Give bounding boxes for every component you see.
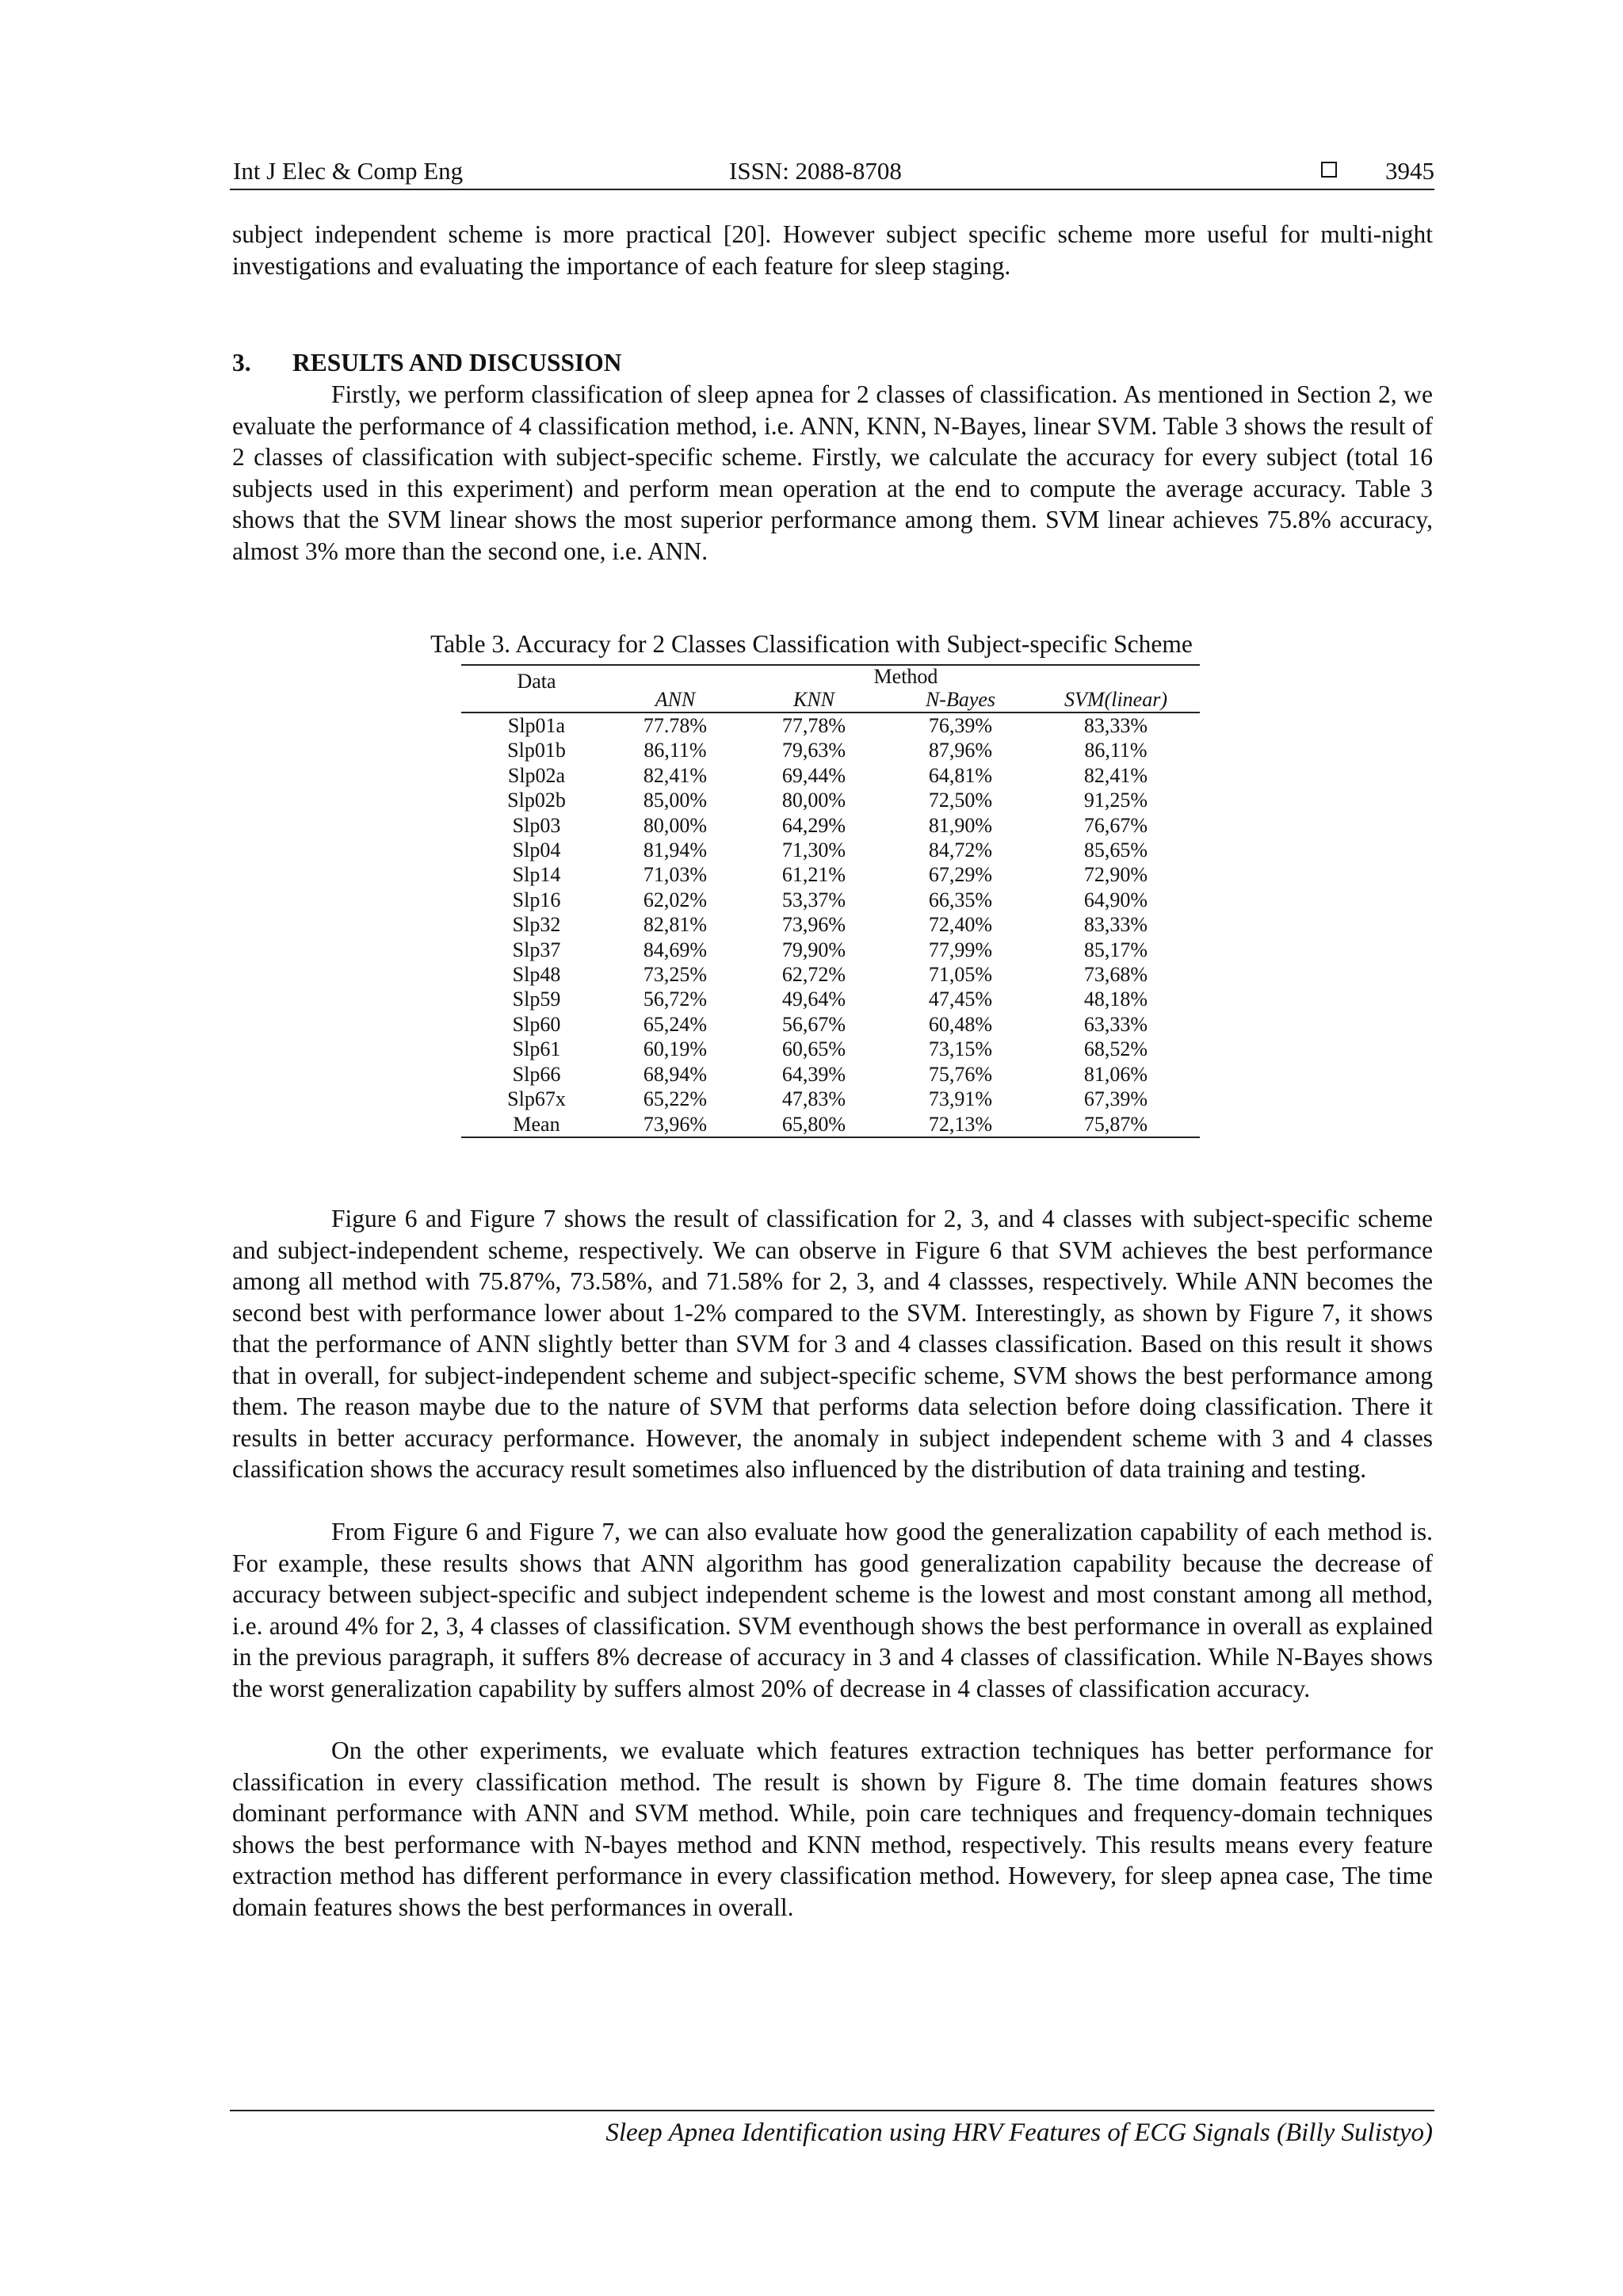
table-row	[461, 1112, 1200, 1137]
ann-value: 86,11%	[643, 739, 707, 762]
nbayes-value: 66,35%	[928, 888, 993, 911]
svm-value: 85,17%	[1083, 938, 1148, 961]
row-label: Slp61	[512, 1037, 561, 1061]
nbayes-value: 76,39%	[928, 714, 993, 737]
knn-value: 49,64%	[781, 988, 846, 1011]
row-label: Slp14	[512, 863, 561, 887]
knn-value: 77,78%	[781, 714, 846, 737]
nbayes-value: 72,40%	[928, 913, 993, 937]
nbayes-value: 71,05%	[928, 963, 993, 987]
page-footer: Sleep Apnea Identification using HRV Features of ECG Signals (Billy Sulistyo)	[605, 2118, 1433, 2147]
nbayes-value: 67,29%	[928, 863, 993, 887]
ann-value: 77.78%	[643, 714, 708, 737]
svm-value: 63,33%	[1083, 1012, 1148, 1036]
nbayes-value: 84,72%	[928, 839, 993, 862]
knn-value: 47,83%	[781, 1087, 846, 1111]
svm-value: 67,39%	[1083, 1087, 1148, 1111]
knn-value: 60,65%	[781, 1037, 846, 1061]
knn-value: 56,67%	[781, 1012, 846, 1036]
knn-value: 80,00%	[781, 789, 846, 812]
footer-divider	[230, 2110, 1434, 2111]
ann-value: 60,19%	[643, 1037, 708, 1061]
table-row	[461, 763, 1200, 788]
table-row	[461, 862, 1200, 887]
section-heading	[232, 349, 622, 377]
method-column-header: Method	[612, 665, 1200, 688]
row-label: Slp37	[512, 938, 561, 961]
row-label: Slp66	[512, 1062, 561, 1086]
table-caption: Table 3. Accuracy for 2 Classes Classification with Subject-specific Scheme	[430, 630, 1193, 658]
row-label: Slp16	[512, 888, 561, 911]
page-number: 3945	[1385, 157, 1434, 185]
knn-value: 62,72%	[781, 963, 846, 987]
section-number: 3.	[232, 349, 251, 376]
svm-value: 85,65%	[1083, 839, 1148, 862]
nbayes-value: 73,91%	[928, 1087, 993, 1111]
table-row	[461, 912, 1200, 937]
knn-value: 79,63%	[781, 739, 846, 762]
knn-value: 64,39%	[781, 1062, 846, 1086]
ann-value: 81,94%	[643, 839, 708, 862]
nbayes-value: 81,90%	[928, 813, 993, 837]
square-icon	[1321, 162, 1337, 178]
svm-value: 73,68%	[1083, 963, 1148, 987]
table-row	[461, 888, 1200, 912]
svm-value: 75,87%	[1032, 1112, 1200, 1137]
ann-value: 73,25%	[643, 963, 708, 987]
knn-value: 61,21%	[781, 863, 846, 887]
knn-value: 73,96%	[781, 913, 846, 937]
table-row	[461, 1087, 1200, 1111]
nbayes-value: 47,45%	[928, 988, 993, 1011]
accuracy-table	[461, 664, 1200, 1138]
ann-value: 65,22%	[643, 1087, 708, 1111]
row-label: Mean	[461, 1112, 612, 1137]
table-row	[461, 962, 1200, 987]
row-label: Slp01b	[507, 739, 566, 762]
table-row	[461, 1037, 1200, 1061]
paragraph-figure-comparison: Figure 6 and Figure 7 shows the result of classification for 2, 3, and 4 classes with subject-specific scheme and subject-independent scheme, respectively. We can observe in Figure 6 that SVM achieves the best performance among all method with 75.87%, 73.58%, and 71.58% for 2, 3, and 4 classses, respectively. While ANN becomes the second best with performance lower about 1-2% compared to the SVM. Interestingly, as shown by Figure 7, it shows that the performance of ANN slightly better than SVM for 3 and 4 classes classification. Based on this result it shows that in overall, for subject-independent scheme and subject-specific scheme, SVM shows the best performance among them. The reason maybe due to the nature of SVM that performs data selection before doing classification. There it results in better accuracy performance. However, the anomaly in subject independent scheme with 3 and 4 classes classification shows the accuracy result sometimes also influenced by the distribution of data training and testing.	[232, 1205, 1433, 1483]
data-column-header: Data	[461, 665, 612, 712]
issn: ISSN: 2088-8708	[729, 157, 902, 185]
svm-value: 72,90%	[1083, 863, 1148, 887]
journal-name: Int J Elec & Comp Eng	[233, 157, 464, 185]
table-row	[461, 1012, 1200, 1037]
svm-value: 83,33%	[1083, 714, 1148, 737]
table-row	[461, 738, 1200, 762]
nbayes-value: 87,96%	[928, 739, 993, 762]
row-label: Slp32	[512, 913, 561, 937]
row-label: Slp67x	[507, 1087, 566, 1111]
nbayes-value: 64,81%	[928, 763, 993, 787]
ann-value: 65,24%	[643, 1012, 708, 1036]
nbayes-value: 77,99%	[928, 938, 993, 961]
ann-value: 73,96%	[612, 1112, 739, 1137]
table-row	[461, 938, 1200, 962]
row-label: Slp02b	[507, 789, 566, 812]
row-label: Slp02a	[507, 763, 566, 787]
svm-value: 86,11%	[1084, 739, 1148, 762]
knn-column-header: KNN	[739, 688, 889, 712]
svm-value: 82,41%	[1083, 763, 1148, 787]
paragraph-feature-extraction: On the other experiments, we evaluate which features extraction techniques has better performance for classification in every classification method. The result is shown by Figure 8. The time domain features shows dominant performance with ANN and SVM method. While, poin care techniques and frequency-domain techniques shows the best performance with N-bayes method and KNN method, respectively. This results means every feature extraction method has different performance in every classification method. Howevery, for sleep apnea case, The time domain features shows the best performances in overall.	[232, 1736, 1433, 1921]
paragraph-generalization: From Figure 6 and Figure 7, we can also evaluate how good the generalization capability of each method is. For example, these results shows that ANN algorithm has good generalization capability because the decrease of accuracy between subject-specific and subject independent scheme is the lowest and most constant among all method, i.e. around 4% for 2, 3, 4 classes of classification. SVM eventhough shows the best performance in overall as explained in the previous paragraph, it suffers 8% decrease of accuracy in 3 and 4 classes of classification. While N-Bayes shows the worst generalization capability by suffers almost 20% of decrease in 4 classes of classification accuracy.	[232, 1518, 1433, 1702]
nbayes-value: 73,15%	[928, 1037, 993, 1061]
svm-column-header: SVM(linear)	[1032, 688, 1200, 712]
row-label: Slp03	[512, 813, 561, 837]
table-row	[461, 987, 1200, 1011]
ann-value: 80,00%	[643, 813, 708, 837]
ann-column-header: ANN	[612, 688, 739, 712]
knn-value: 69,44%	[781, 763, 846, 787]
row-label: Slp59	[512, 988, 561, 1011]
knn-value: 71,30%	[781, 839, 846, 862]
knn-value: 53,37%	[781, 888, 846, 911]
table-row	[461, 1062, 1200, 1087]
nbayes-value: 75,76%	[928, 1062, 993, 1086]
svm-value: 68,52%	[1083, 1037, 1148, 1061]
ann-value: 84,69%	[643, 938, 708, 961]
table-header-row	[461, 665, 1200, 688]
knn-value: 79,90%	[781, 938, 846, 961]
page-header	[230, 152, 1434, 190]
table-row	[461, 813, 1200, 838]
paragraph-results-intro: Firstly, we perform classification of sleep apnea for 2 classes of classification. As mentioned in Section 2, we evaluate the performance of 4 classification method, i.e. ANN, KNN, N-Bayes, linear SVM. Table 3 shows the result of 2 classes of classification with subject-specific scheme. Firstly, we calculate the accuracy for every subject (total 16 subjects used in this experiment) and perform mean operation at the end to compute the average accuracy. Table 3 shows that the SVM linear shows the most superior performance among them. SVM linear achieves 75.8% accuracy, almost 3% more than the second one, i.e. ANN.	[232, 380, 1433, 565]
nbayes-column-header: N-Bayes	[889, 688, 1032, 712]
row-label: Slp60	[512, 1012, 561, 1036]
ann-value: 82,81%	[643, 913, 708, 937]
svm-value: 83,33%	[1083, 913, 1148, 937]
table-row	[461, 788, 1200, 812]
ann-value: 71,03%	[643, 863, 708, 887]
svm-value: 76,67%	[1083, 813, 1148, 837]
intro-paragraph: subject independent scheme is more practical [20]. However subject specific scheme more useful for multi-night investigations and evaluating the importance of each feature for sleep staging.	[232, 220, 1433, 280]
table-row	[461, 712, 1200, 738]
nbayes-value: 72,50%	[928, 789, 993, 812]
ann-value: 85,00%	[643, 789, 708, 812]
row-label: Slp48	[512, 963, 561, 987]
svm-value: 81,06%	[1083, 1062, 1148, 1086]
section-title: RESULTS AND DISCUSSION	[292, 349, 622, 376]
knn-value: 64,29%	[781, 813, 846, 837]
ann-value: 62,02%	[643, 888, 708, 911]
nbayes-value: 72,13%	[889, 1112, 1032, 1137]
table-row	[461, 838, 1200, 862]
svm-value: 64,90%	[1083, 888, 1148, 911]
svm-value: 91,25%	[1083, 789, 1148, 812]
nbayes-value: 60,48%	[928, 1012, 993, 1036]
ann-value: 56,72%	[643, 988, 708, 1011]
row-label: Slp01a	[507, 714, 566, 737]
row-label: Slp04	[512, 839, 561, 862]
ann-value: 82,41%	[643, 763, 708, 787]
ann-value: 68,94%	[643, 1062, 708, 1086]
knn-value: 65,80%	[739, 1112, 889, 1137]
svm-value: 48,18%	[1083, 988, 1148, 1011]
